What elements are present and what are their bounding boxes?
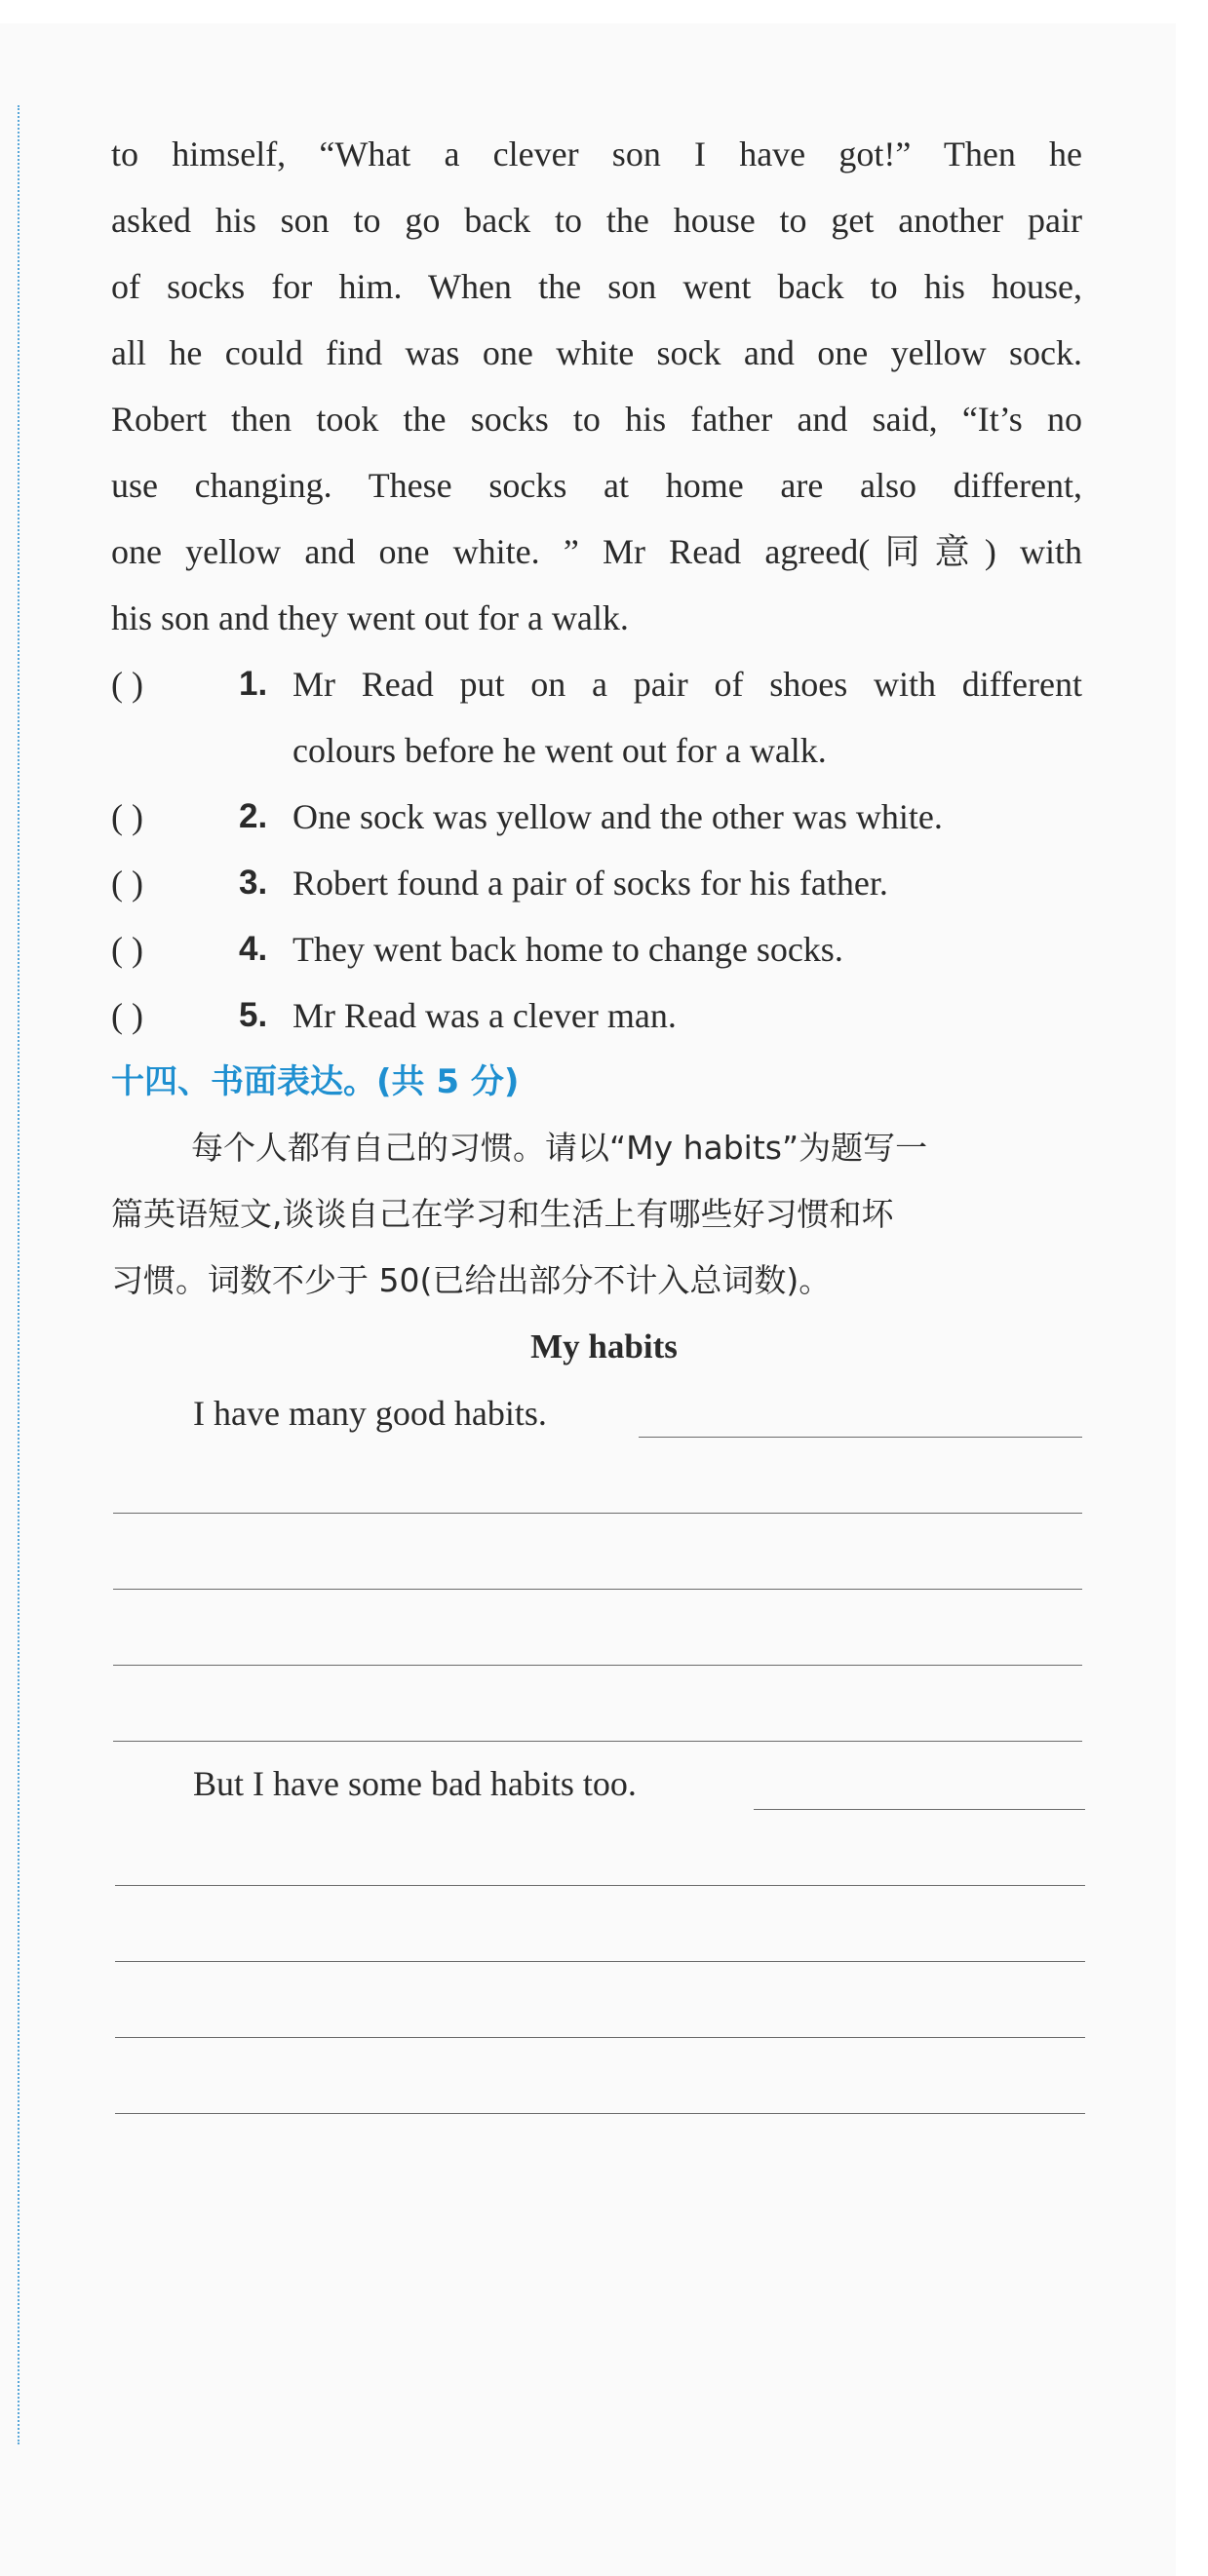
question-text: One sock was yellow and the other was white.: [292, 797, 943, 836]
writing-line[interactable]: [113, 1741, 1082, 1742]
passage-line: one yellow and one white. ” Mr Read agreed(同意) with: [111, 532, 1082, 571]
question-text: colours before he went out for a walk.: [292, 731, 827, 770]
answer-blank[interactable]: ( ): [111, 930, 143, 969]
passage-line: to himself, “What a clever son I have got!” Then he: [111, 135, 1082, 173]
question-text: Robert found a pair of socks for his father.: [292, 864, 888, 903]
essay-title: My habits: [530, 1327, 678, 1365]
question-number: 5.: [239, 996, 268, 1034]
writing-line[interactable]: [115, 2113, 1085, 2114]
margin-dotted-rule: [18, 105, 19, 2444]
question-number: 3.: [239, 864, 268, 902]
passage-line: Robert then took the socks to his father and said, “It’s no: [111, 400, 1082, 439]
instruction-line: 篇英语短文,谈谈自己在学习和生活上有哪些好习惯和坏: [111, 1195, 894, 1233]
question-number: 1.: [239, 665, 268, 703]
instruction-line: 习惯。词数不少于 50(已给出部分不计入总词数)。: [111, 1261, 832, 1299]
writing-line[interactable]: [115, 1961, 1085, 1962]
question-number: 4.: [239, 930, 268, 968]
writing-line[interactable]: [115, 1885, 1085, 1886]
writing-line[interactable]: [113, 1665, 1082, 1666]
answer-blank[interactable]: ( ): [111, 797, 143, 836]
writing-line[interactable]: [754, 1809, 1085, 1810]
instruction-line: 每个人都有自己的习惯。请以“My habits”为题写一: [191, 1129, 928, 1167]
question-text: They went back home to change socks.: [292, 930, 843, 969]
answer-blank[interactable]: ( ): [111, 864, 143, 903]
writing-line[interactable]: [113, 1589, 1082, 1590]
question-text: Mr Read put on a pair of shoes with different: [292, 665, 1082, 704]
writing-line[interactable]: [639, 1437, 1082, 1438]
passage-line: of socks for him. When the son went back to his house,: [111, 267, 1082, 306]
passage-line: his son and they went out for a walk.: [111, 598, 629, 637]
writing-line[interactable]: [113, 1513, 1082, 1514]
question-number: 2.: [239, 797, 268, 835]
passage-line: asked his son to go back to the house to get another pair: [111, 201, 1082, 240]
section-title: 十四、书面表达。(共 5 分): [111, 1062, 520, 1101]
good-habits-prompt: I have many good habits.: [193, 1394, 547, 1433]
question-text: Mr Read was a clever man.: [292, 996, 677, 1035]
passage-line: all he could find was one white sock and one yellow sock.: [111, 333, 1082, 372]
bad-habits-prompt: But I have some bad habits too.: [193, 1764, 637, 1803]
passage-line: use changing. These socks at home are also different,: [111, 466, 1082, 505]
answer-blank[interactable]: ( ): [111, 996, 143, 1035]
writing-line[interactable]: [115, 2037, 1085, 2038]
answer-blank[interactable]: ( ): [111, 665, 143, 704]
